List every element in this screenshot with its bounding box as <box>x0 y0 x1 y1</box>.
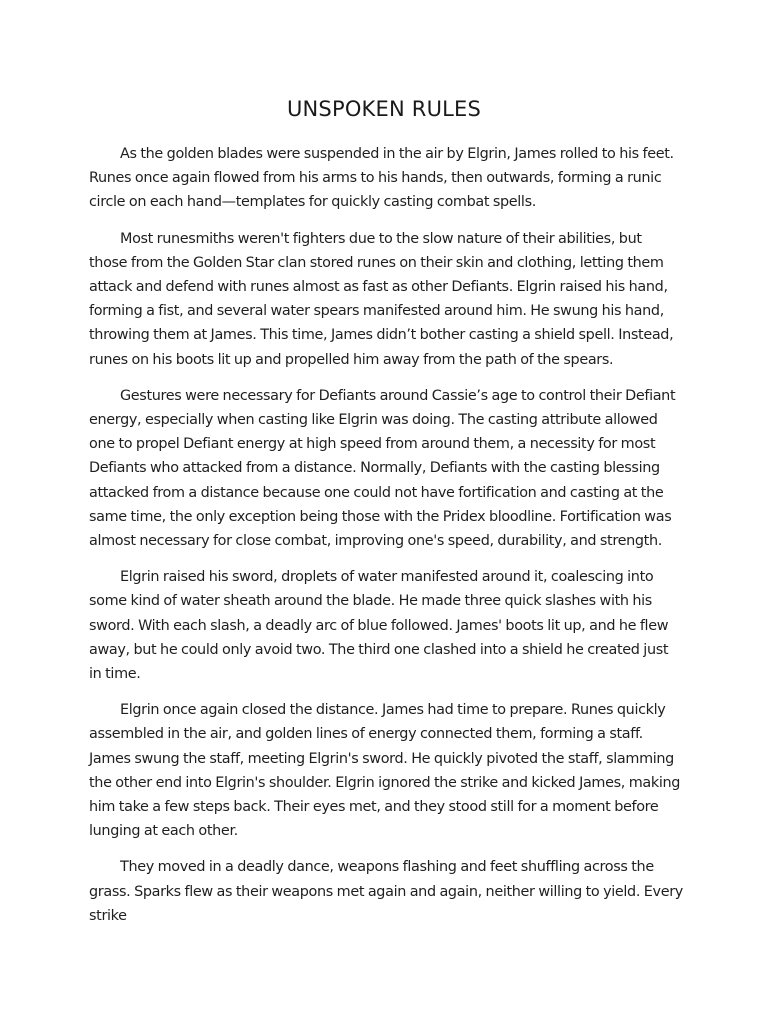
paragraph-6: They moved in a deadly dance, weapons flashing and feet shuffling across the grass. Sparks flew as their weapons met again and again, neither willing to yield. Every strike <box>89 859 683 924</box>
chapter-title: UNSPOKEN RULES <box>286 97 482 121</box>
paragraph-5: Elgrin once again closed the distance. James had time to prepare. Runes quickly assembled in the air, and golden lines of energy connected them, forming a staff. James swung the staff, meeting Elgrin's sword. He quickly pivoted the staff, slamming the other end into Elgrin's shoulder. Elgrin ignored the strike and kicked James, making him take a few steps back. Their eyes met, and they stood still for a moment before lunging at each other. <box>89 702 681 840</box>
paragraph-4: Elgrin raised his sword, droplets of water manifested around it, coalescing into some kind of water sheath around the blade. He made three quick slashes with his sword. With each slash, a deadly arc of blue followed. James' boots lit up, and he flew away, but he could only avoid two. The third one clashed into a shield he created just in time. <box>89 569 669 683</box>
body-text <box>89 142 683 940</box>
paragraph-3: Gestures were necessary for Defiants around Cassie’s age to control their Defiant energy, especially when casting like Elgrin was doing. The casting attribute allowed one to propel Defiant energy at high speed from around them, a necessity for most Defiants who attacked from a distance. Normally, Defiants with the casting blessing attacked from a distance because one could not have fortification and casting at the same time, the only exception being those with the Pridex bloodline. Fortification was almost necessary for close combat, improving one's speed, durability, and strength. <box>89 387 676 550</box>
paragraph-2: Most runesmiths weren't fighters due to the slow nature of their abilities, but those from the Golden Star clan stored runes on their skin and clothing, letting them attack and defend with runes almost as fast as other Defiants. Elgrin raised his hand, forming a fist, and several water spears manifested around him. He swung his hand, throwing them at James. This time, James didn’t bother casting a shield spell. Instead, runes on his boots lit up and propelled him away from the path of the spears. <box>89 230 674 368</box>
paragraph-1: As the golden blades were suspended in the air by Elgrin, James rolled to his feet. Runes once again flowed from his arms to his hands, then outwards, forming a runic circle on each hand—templates for quickly casting combat spells. <box>89 146 674 211</box>
